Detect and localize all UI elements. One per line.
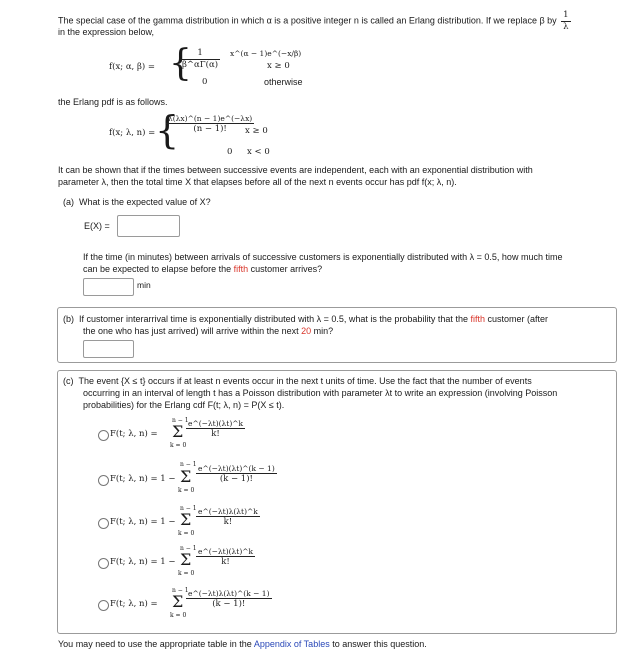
erlang-pdf-cond-2: x < 0: [247, 147, 270, 157]
option-2-lower: k = 0: [178, 487, 195, 494]
option-5-fraction: $\frac{e\^{}(-\lambda t)\lambda(\lambda t)\^{}(k - 1)}{(k - 1)!}$: [188, 589, 270, 610]
option-1-lhs: F(t; λ, n) =: [110, 429, 158, 439]
gamma-pdf-val-2: 0: [202, 77, 208, 87]
option-2-fraction: $\frac{e\^{}(-\lambda t)(\lambda t)\^{}(k - 1)}{(k - 1)!}$: [198, 464, 275, 485]
option-4-lower: k = 0: [178, 570, 195, 577]
statement-line-2: parameter λ, then the total time X that elapses before all of the next n events occur has pdf f(x; λ, n).: [58, 177, 457, 187]
expected-value-input[interactable]: [117, 215, 180, 237]
part-c-line-2: occurring in an interval of length t has a Poisson distribution with parameter λt to write an expression (involving Poisson: [83, 388, 558, 398]
part-c-line-3: probabilities) for the Erlang cdf F(t; λ, n) = P(X ≤ t).: [83, 400, 285, 410]
option-4-lhs: F(t; λ, n) = 1 −: [110, 557, 176, 567]
expected-value-label: E(X) =: [84, 221, 110, 231]
option-2-radio[interactable]: [98, 475, 109, 486]
probability-input[interactable]: [83, 340, 134, 358]
option-3-fraction: $\frac{e\^{}(-\lambda t)\lambda(\lambda t)\^{}k}{k!}$: [198, 507, 258, 528]
part-a-question: (a) What is the expected value of X?: [63, 197, 211, 207]
option-3-upper: n − 1: [180, 505, 197, 512]
part-c-line-1: (c) The event {X ≤ t} occurs if at least n events occur in the next t units of time. Use the fact that the number of events: [63, 376, 532, 386]
option-1-sigma-icon: Σ: [172, 422, 184, 441]
gamma-pdf-brace: {: [169, 43, 192, 84]
option-4-fraction: $\frac{e\^{}(-\lambda t)(\lambda t)\^{}k}{k!}$: [198, 547, 254, 568]
gamma-pdf-cond-1: x ≥ 0: [267, 61, 290, 71]
part-a-sub-line-2: can be expected to elapse before the fifth customer arrives?: [83, 264, 323, 274]
option-2-lhs: F(t; λ, n) = 1 −: [110, 474, 176, 484]
option-1-fraction: $\frac{e\^{}(-\lambda t)(\lambda t)\^{}k}{k!}$: [188, 419, 244, 440]
erlang-intro: the Erlang pdf is as follows.: [58, 97, 168, 107]
replace-fraction: $\frac{1}{\lambda}$: [563, 10, 569, 32]
erlang-pdf-lhs: f(x; λ, n) =: [109, 128, 156, 138]
gamma-pdf-cond-2: otherwise: [264, 77, 303, 87]
fifth-arrival-time-input[interactable]: [83, 278, 134, 296]
intro-line-1: The special case of the gamma distribution in which α is a positive integer n is called an Erlang distribution. If we replace β by $\frac{1}{\lambda}$: [58, 10, 569, 32]
gamma-pdf-lhs: f(x; α, β) =: [109, 62, 156, 72]
appendix-of-tables-link[interactable]: Appendix of Tables: [253, 639, 330, 649]
part-b-line-1: (b) If customer interarrival time is exponentially distributed with λ = 0.5, what is the probability that the fifth customer (after: [63, 314, 548, 324]
option-4-upper: n − 1: [180, 545, 197, 552]
option-2-upper: n − 1: [180, 461, 197, 468]
option-4-radio[interactable]: [98, 558, 109, 569]
option-2-sigma-icon: Σ: [180, 467, 192, 486]
part-b-line-2: the one who has just arrived) will arrive within the next 20 min?: [83, 326, 334, 336]
option-5-sigma-icon: Σ: [172, 592, 184, 611]
option-5-lower: k = 0: [170, 612, 187, 619]
option-4-sigma-icon: Σ: [180, 550, 192, 569]
gamma-pdf-fraction: $\frac{1}{\beta\^{}\alpha\Gamma(\alpha)}$: [182, 48, 219, 70]
option-3-sigma-icon: Σ: [180, 510, 192, 529]
option-1-lower: k = 0: [170, 442, 187, 449]
option-3-radio[interactable]: [98, 518, 109, 529]
intro-line-2: in the expression below,: [58, 27, 155, 37]
option-5-upper: n − 1: [172, 587, 189, 594]
part-a-sub-line-1: If the time (in minutes) between arrivals of successive customers is exponentially distributed with λ = 0.5, how much time: [83, 252, 563, 262]
erlang-pdf-val-2: 0: [227, 147, 233, 157]
statement-line-1: It can be shown that if the times between successive events are independent, each with an exponential distribution with: [58, 165, 533, 175]
option-3-lhs: F(t; λ, n) = 1 −: [110, 517, 176, 527]
minutes-unit: min: [137, 280, 151, 290]
option-3-lower: k = 0: [178, 530, 195, 537]
option-5-lhs: F(t; λ, n) =: [110, 599, 158, 609]
erlang-pdf-cond-1: x ≥ 0: [245, 126, 268, 136]
option-1-upper: n − 1: [172, 417, 189, 424]
footer-note: You may need to use the appropriate table in the Appendix of Tables to answer this question.: [58, 639, 427, 649]
option-5-radio[interactable]: [98, 600, 109, 611]
gamma-pdf-expression: x^(α − 1)e^(−x/β): [230, 49, 302, 58]
option-1-radio[interactable]: [98, 430, 109, 441]
erlang-pdf-brace: {: [155, 108, 180, 152]
erlang-pdf-fraction: $\frac{\lambda(\lambda x)\^{}(n - 1)e\^{}(-\lambda x)}{(n - 1)!}$: [168, 114, 253, 135]
